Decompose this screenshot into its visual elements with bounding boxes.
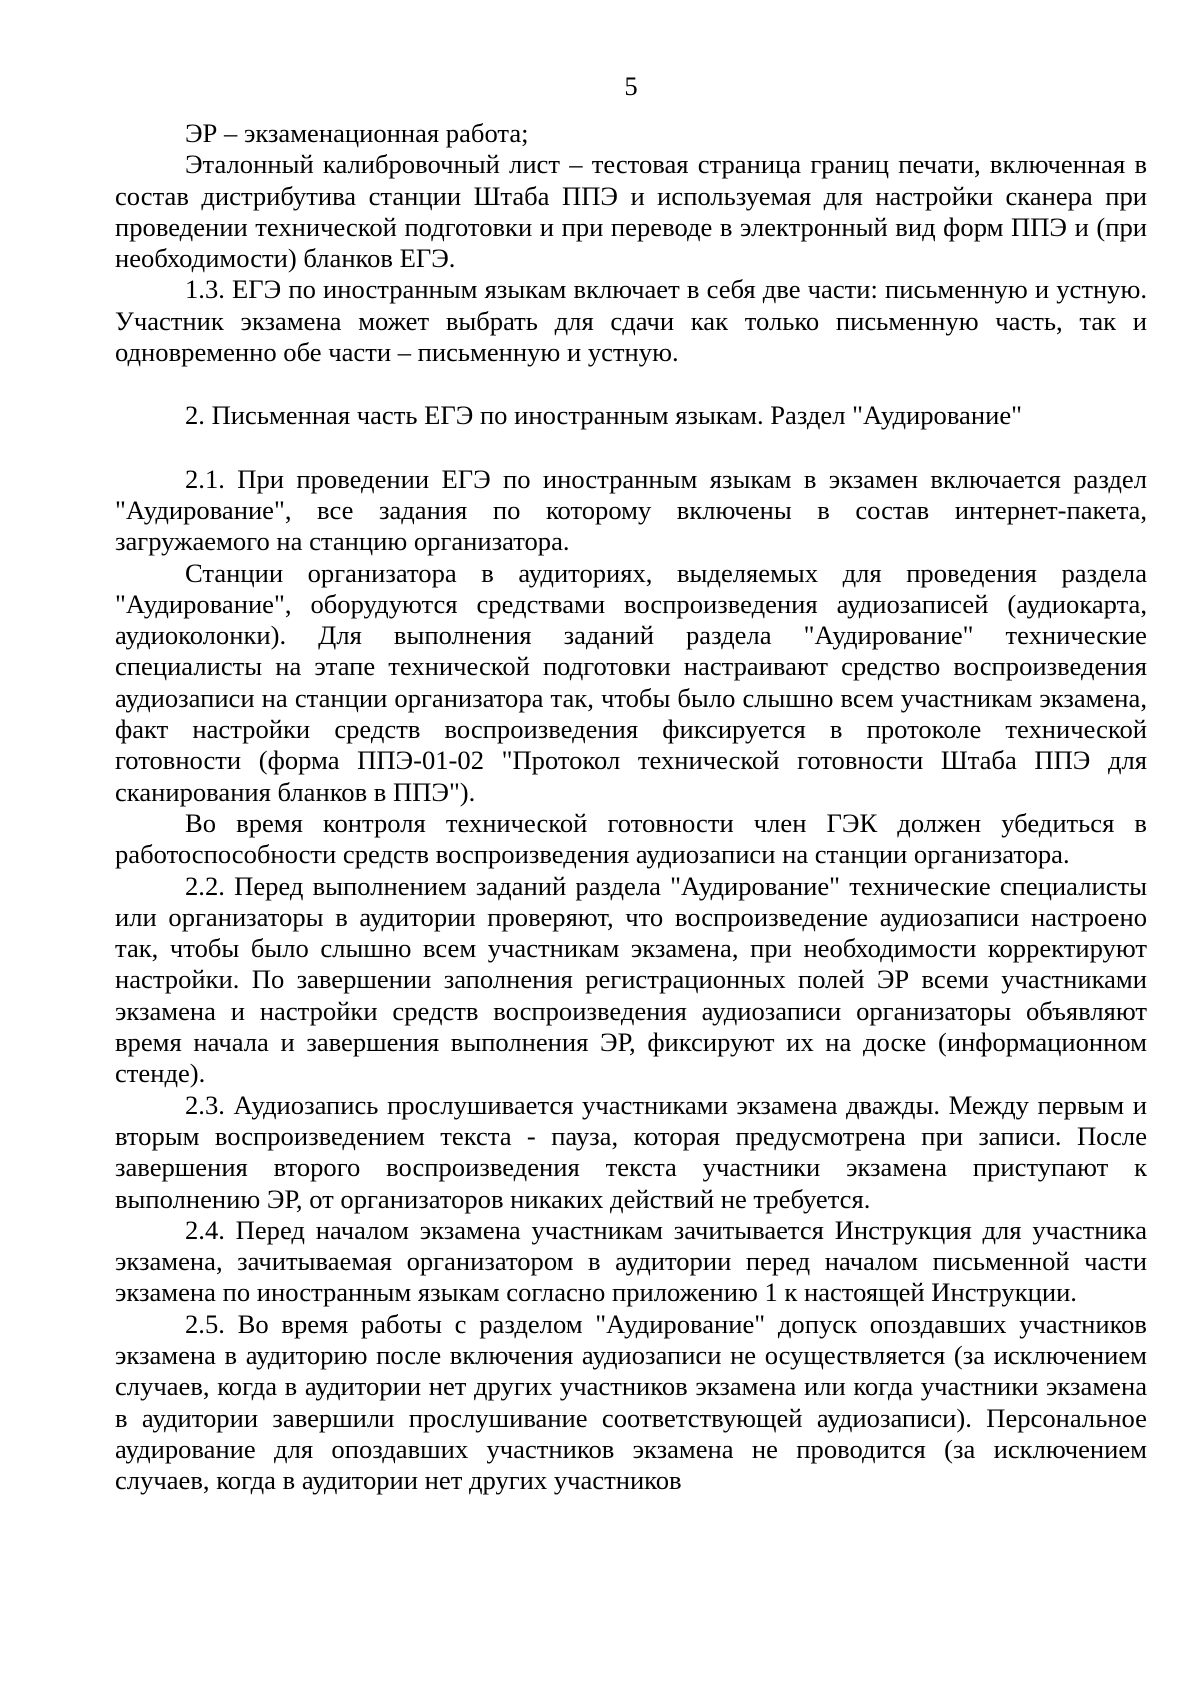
paragraph-2-1: 2.1. При проведении ЕГЭ по иностранным языкам в экзамен включается раздел "Аудирование", все задания по которому включены в состав интернет-пакета, загружаемого на станцию организатора. bbox=[115, 463, 1147, 557]
page-number: 5 bbox=[624, 71, 638, 101]
definition-er: ЭР – экзаменационная работа; bbox=[185, 118, 529, 148]
paragraph-2-1-control: Во время контроля технической готовности член ГЭК должен убедиться в работоспособности средств воспроизведения аудиозаписи на станции организатора. bbox=[115, 807, 1147, 870]
section-2-heading: 2. Письменная часть ЕГЭ по иностранным языкам. Раздел "Аудирование" bbox=[185, 400, 1022, 431]
definition-calibration-sheet: Эталонный калибровочный лист – тестовая страница границ печати, включенная в состав дистрибутива станции Штаба ППЭ и используемая для настройки сканера при проведении технической подготовки и при переводе в электронный вид форм ППЭ и (при необходимости) бланков ЕГЭ. bbox=[115, 149, 1147, 274]
paragraph-2-4: 2.4. Перед началом экзамена участникам зачитывается Инструкция для участника экзамена, зачитываемая организатором в аудитории перед началом письменной части экзамена по иностранным языкам согласно приложению 1 к настоящей Инструкции. bbox=[115, 1214, 1147, 1308]
paragraph-2-1-stations: Станции организатора в аудиториях, выделяемых для проведения раздела "Аудирование", оборудуются средствами воспроизведения аудиозаписей (аудиокарта, аудиоколонки). Для выполнения заданий раздела "Аудирование" технические специалисты на этапе технической подготовки настраивают средство воспроизведения аудиозаписи на станции организатора так, чтобы было слышно всем участникам экзамена, факт настройки средств воспроизведения фиксируется в протоколе технической готовности (форма ППЭ-01-02 "Протокол технической готовности Штаба ППЭ для сканирования бланков в ППЭ"). bbox=[115, 557, 1147, 807]
paragraph-1-3: 1.3. ЕГЭ по иностранным языкам включает в себя две части: письменную и устную. Участник экзамена может выбрать для сдачи как только письменную часть, так и одновременно обе части – письменную и устную. bbox=[115, 274, 1147, 368]
paragraph-2-5: 2.5. Во время работы с разделом "Аудирование" допуск опоздавших участников экзамена в аудиторию после включения аудиозаписи не осуществляется (за исключением случаев, когда в аудитории нет других участников экзамена или когда участники экзамена в аудитории завершили прослушивание соответствующей аудиозаписи). Персональное аудирование для опоздавших участников экзамена не проводится (за исключением случаев, когда в аудитории нет других участников bbox=[115, 1308, 1147, 1496]
paragraph-2-2: 2.2. Перед выполнением заданий раздела "Аудирование" технические специалисты или организаторы в аудитории проверяют, что воспроизведение аудиозаписи настроено так, чтобы было слышно всем участникам экзамена, при необходимости корректируют настройки. По завершении заполнения регистрационных полей ЭР всеми участниками экзамена и настройки средств воспроизведения аудиозаписи организаторы объявляют время начала и завершения выполнения ЭР, фиксируют их на доске (информационном стенде). bbox=[115, 870, 1147, 1089]
paragraph-2-3: 2.3. Аудиозапись прослушивается участниками экзамена дважды. Между первым и вторым воспроизведением текста - пауза, которая предусмотрена при записи. После завершения второго воспроизведения текста участники экзамена приступают к выполнению ЭР, от организаторов никаких действий не требуется. bbox=[115, 1089, 1147, 1214]
document-body bbox=[115, 118, 1147, 1496]
